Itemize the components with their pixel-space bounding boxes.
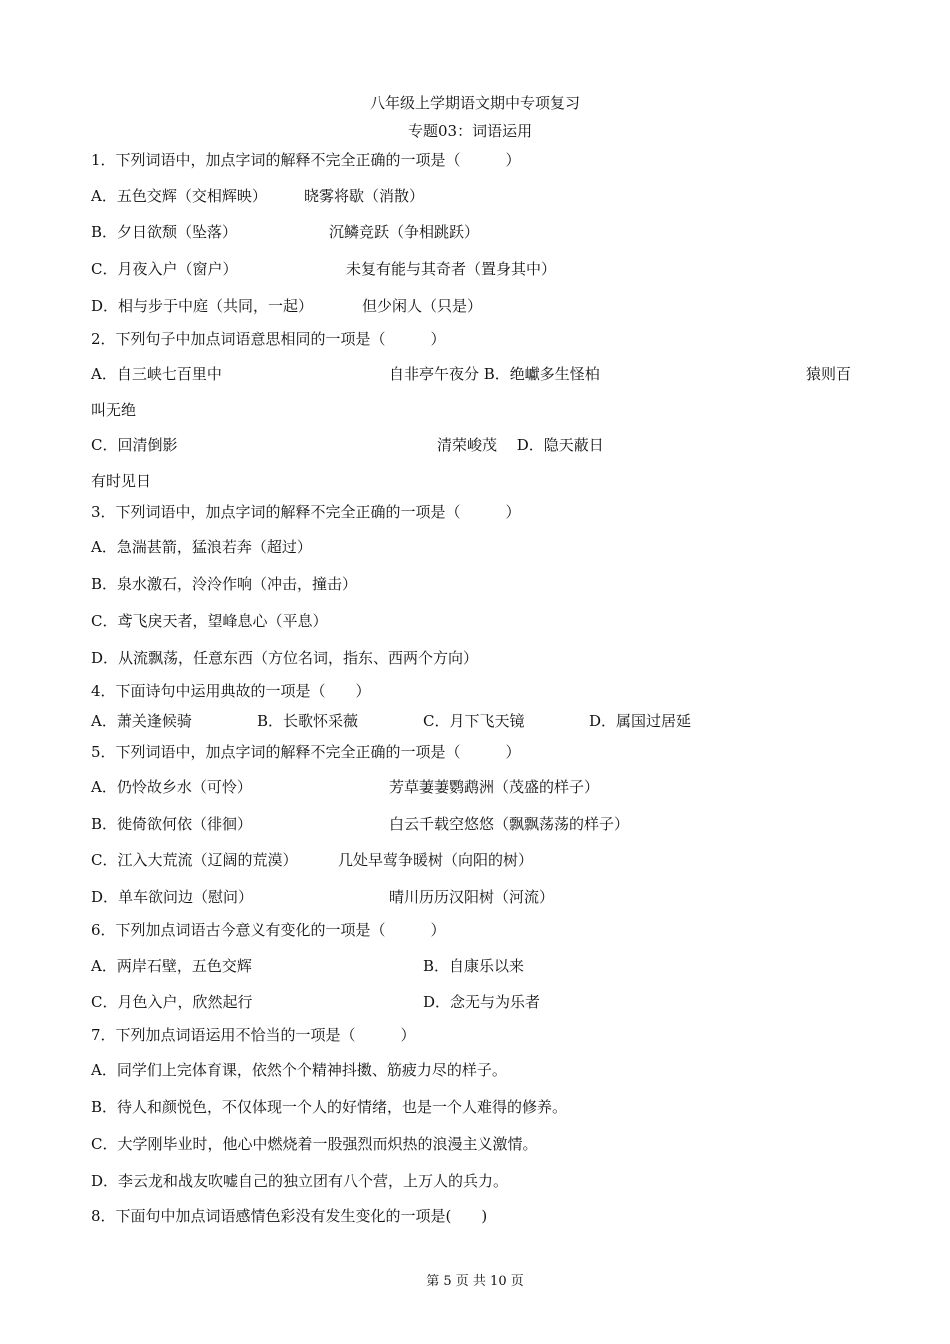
page-footer: 第 5 页 共 10 页 bbox=[426, 1274, 524, 1289]
q2-option-b-wrap: 叫无绝 bbox=[91, 401, 137, 419]
question-4-stem: 4．下面诗句中运用典故的一项是（ ） bbox=[91, 682, 371, 700]
q2-option-b-tail: 猿则百 bbox=[806, 365, 852, 383]
q7-option-b: B．待人和颜悦色，不仅体现一个人的好情绪，也是一个人难得的修养。 bbox=[91, 1098, 568, 1116]
q1-option-c-extra: 未复有能与其奇者（置身其中） bbox=[346, 260, 557, 278]
q3-option-b: B．泉水激石，泠泠作响（冲击，撞击） bbox=[91, 575, 358, 593]
q5-option-d-extra: 晴川历历汉阳树（河流） bbox=[389, 888, 555, 906]
q5-option-b: B．徙倚欲何依（徘徊） bbox=[91, 815, 253, 833]
question-8-stem: 8．下面句中加点词语感情色彩没有发生变化的一项是( ) bbox=[91, 1207, 488, 1225]
q3-option-c: C．鸢飞戾天者，望峰息心（平息） bbox=[91, 612, 328, 630]
q5-option-d: D．单车欲问边（慰问） bbox=[91, 888, 254, 906]
question-3-stem: 3．下列词语中，加点字词的解释不完全正确的一项是（ ） bbox=[91, 503, 521, 521]
q1-option-a-extra: 晓雾将歇（消散） bbox=[304, 187, 425, 205]
q6-option-c: C．月色入户，欣然起行 bbox=[91, 993, 253, 1011]
q1-option-d-extra: 但少闲人（只是） bbox=[362, 297, 483, 315]
q7-option-a: A．同学们上完体育课，依然个个精神抖擞、筋疲力尽的样子。 bbox=[91, 1061, 507, 1079]
question-6-stem: 6．下列加点词语古今意义有变化的一项是（ ） bbox=[91, 921, 446, 939]
q3-option-d: D．从流飘荡，任意东西（方位名词，指东、西两个方向） bbox=[91, 649, 479, 667]
q2-option-a: A．自三峡七百里中 bbox=[91, 365, 222, 383]
q1-option-d: D．相与步于中庭（共同，一起） bbox=[91, 297, 314, 315]
q1-option-b: B．夕日欲颓（坠落） bbox=[91, 223, 238, 241]
question-5-stem: 5．下列词语中，加点字词的解释不完全正确的一项是（ ） bbox=[91, 743, 521, 761]
q5-option-b-extra: 白云千载空悠悠（飘飘荡荡的样子） bbox=[389, 815, 630, 833]
q2-option-d-wrap: 有时见日 bbox=[91, 472, 152, 490]
q4-option-b: B．长歌怀采薇 bbox=[257, 712, 359, 730]
q3-option-a: A．急湍甚箭，猛浪若奔（超过） bbox=[91, 538, 312, 556]
q7-option-d: D．李云龙和战友吹嘘自己的独立团有八个营，上万人的兵力。 bbox=[91, 1172, 509, 1190]
q5-option-c: C．江入大荒流（辽阔的荒漠） bbox=[91, 851, 298, 869]
question-1-stem: 1．下列词语中，加点字词的解释不完全正确的一项是（ ） bbox=[91, 151, 521, 169]
q7-option-c: C．大学刚毕业时，他心中燃烧着一股强烈而炽热的浪漫主义激情。 bbox=[91, 1135, 538, 1153]
q1-option-c: C．月夜入户（窗户） bbox=[91, 260, 238, 278]
q2-option-c-d: 清荣峻茂 D．隐天蔽日 bbox=[437, 436, 604, 454]
q4-option-d: D．属国过居延 bbox=[589, 712, 692, 730]
q1-option-a: A．五色交辉（交相辉映） bbox=[91, 187, 267, 205]
q2-option-a-b: 自非亭午夜分 B．绝巘多生怪柏 bbox=[389, 365, 600, 383]
page-title: 八年级上学期语文期中专项复习 bbox=[369, 94, 580, 112]
q1-option-b-extra: 沉鳞竞跃（争相跳跃） bbox=[329, 223, 480, 241]
q5-option-c-extra: 几处早莺争暖树（向阳的树） bbox=[338, 851, 534, 869]
q5-option-a-extra: 芳草萋萋鹦鹉洲（茂盛的样子） bbox=[389, 778, 600, 796]
q6-option-d: D．念无与为乐者 bbox=[423, 993, 541, 1011]
q4-option-a: A．萧关逢候骑 bbox=[91, 712, 192, 730]
q2-option-c: C．回清倒影 bbox=[91, 436, 178, 454]
question-2-stem: 2．下列句子中加点词语意思相同的一项是（ ） bbox=[91, 330, 446, 348]
q6-option-a: A．两岸石壁，五色交辉 bbox=[91, 957, 252, 975]
question-7-stem: 7．下列加点词语运用不恰当的一项是（ ） bbox=[91, 1026, 416, 1044]
page-subtitle: 专题03：词语运用 bbox=[408, 122, 533, 140]
q5-option-a: A．仍怜故乡水（可怜） bbox=[91, 778, 252, 796]
q6-option-b: B．自康乐以来 bbox=[423, 957, 525, 975]
q4-option-c: C．月下飞天镜 bbox=[423, 712, 525, 730]
